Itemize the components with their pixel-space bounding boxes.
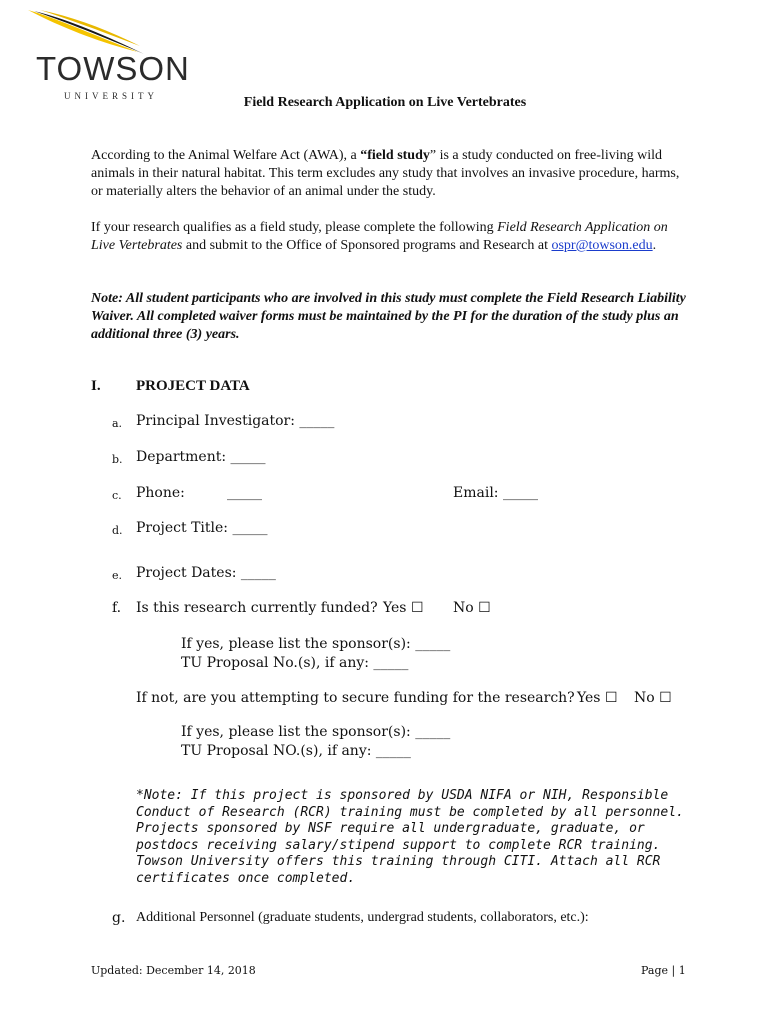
item-f-mark: f. (112, 600, 122, 616)
phone-field[interactable]: _____ (227, 485, 262, 501)
intro-paragraph-awa: According to the Animal Welfare Act (AWA), a “field study” is a study conducted on free-living wild animals in their natural habitat. This term excludes any study that involves an invasive procedure, harms, or materially alters the behavior of an animal under the study. (91, 148, 680, 199)
section-number: I. (91, 378, 101, 394)
sponsor-field-2[interactable]: If yes, please list the sponsor(s): _____ (181, 724, 451, 740)
item-a-mark: a. (112, 417, 123, 430)
additional-personnel-label: Additional Personnel (graduate students, undergrad students, collaborators, etc.): (136, 910, 589, 925)
intro-paragraph-submit: If your research qualifies as a field study, please complete the following Field Research Application on Live Vertebrates and submit to the Office of Sponsored programs and Research at ospr@towson.edu. (91, 220, 668, 253)
item-g-mark: g. (112, 910, 126, 926)
department-field[interactable]: Department: _____ (136, 449, 266, 465)
rcr-training-note: *Note: If this project is sponsored by USDA NIFA or NIH, Responsible Conduct of Research (RCR) training must be completed by all personnel. Projects sponsored by NSF require all undergraduate, graduate, or postdocs receiving salary/stipend support to complete RCR training. Towson University offers this training through CITI. Attach all RCR certificates once completed. (136, 788, 684, 886)
logo-subtitle: UNIVERSITY (64, 91, 158, 101)
project-dates-field[interactable]: Project Dates: _____ (136, 565, 276, 581)
proposal-field-1[interactable]: TU Proposal No.(s), if any: _____ (181, 655, 409, 671)
sponsor-field-1[interactable]: If yes, please list the sponsor(s): _____ (181, 636, 451, 652)
section-title: PROJECT DATA (136, 378, 250, 394)
footer-updated: Updated: December 14, 2018 (91, 964, 256, 977)
phone-label: Phone: (136, 485, 185, 501)
logo-wordmark: TOWSON (36, 50, 190, 87)
principal-investigator-field[interactable]: Principal Investigator: _____ (136, 413, 335, 429)
secure-funding-question: If not, are you attempting to secure funding for the research? (136, 690, 575, 706)
ospr-email-link[interactable]: ospr@towson.edu (551, 238, 653, 253)
item-c-mark: c. (112, 489, 122, 502)
waiver-note: Note: All student participants who are involved in this study must complete the Field Research Liability Waiver. All completed waiver forms must be maintained by the PI for the duration of the study plus an additional three (3) years. (91, 291, 686, 342)
item-d-mark: d. (112, 524, 123, 537)
funded-question: Is this research currently funded? (136, 600, 378, 616)
proposal-field-2[interactable]: TU Proposal NO.(s), if any: _____ (181, 743, 411, 759)
email-field[interactable]: Email: _____ (453, 485, 538, 501)
secure-yes-checkbox[interactable]: Yes ☐ (577, 690, 618, 706)
funded-yes-checkbox[interactable]: Yes ☐ (383, 600, 424, 616)
project-title-field[interactable]: Project Title: _____ (136, 520, 268, 536)
item-e-mark: e. (112, 569, 123, 582)
footer-page-number: Page | 1 (641, 964, 686, 977)
item-b-mark: b. (112, 453, 123, 466)
page-title: Field Research Application on Live Vertebrates (243, 95, 527, 110)
funded-no-checkbox[interactable]: No ☐ (453, 600, 491, 616)
secure-no-checkbox[interactable]: No ☐ (634, 690, 672, 706)
